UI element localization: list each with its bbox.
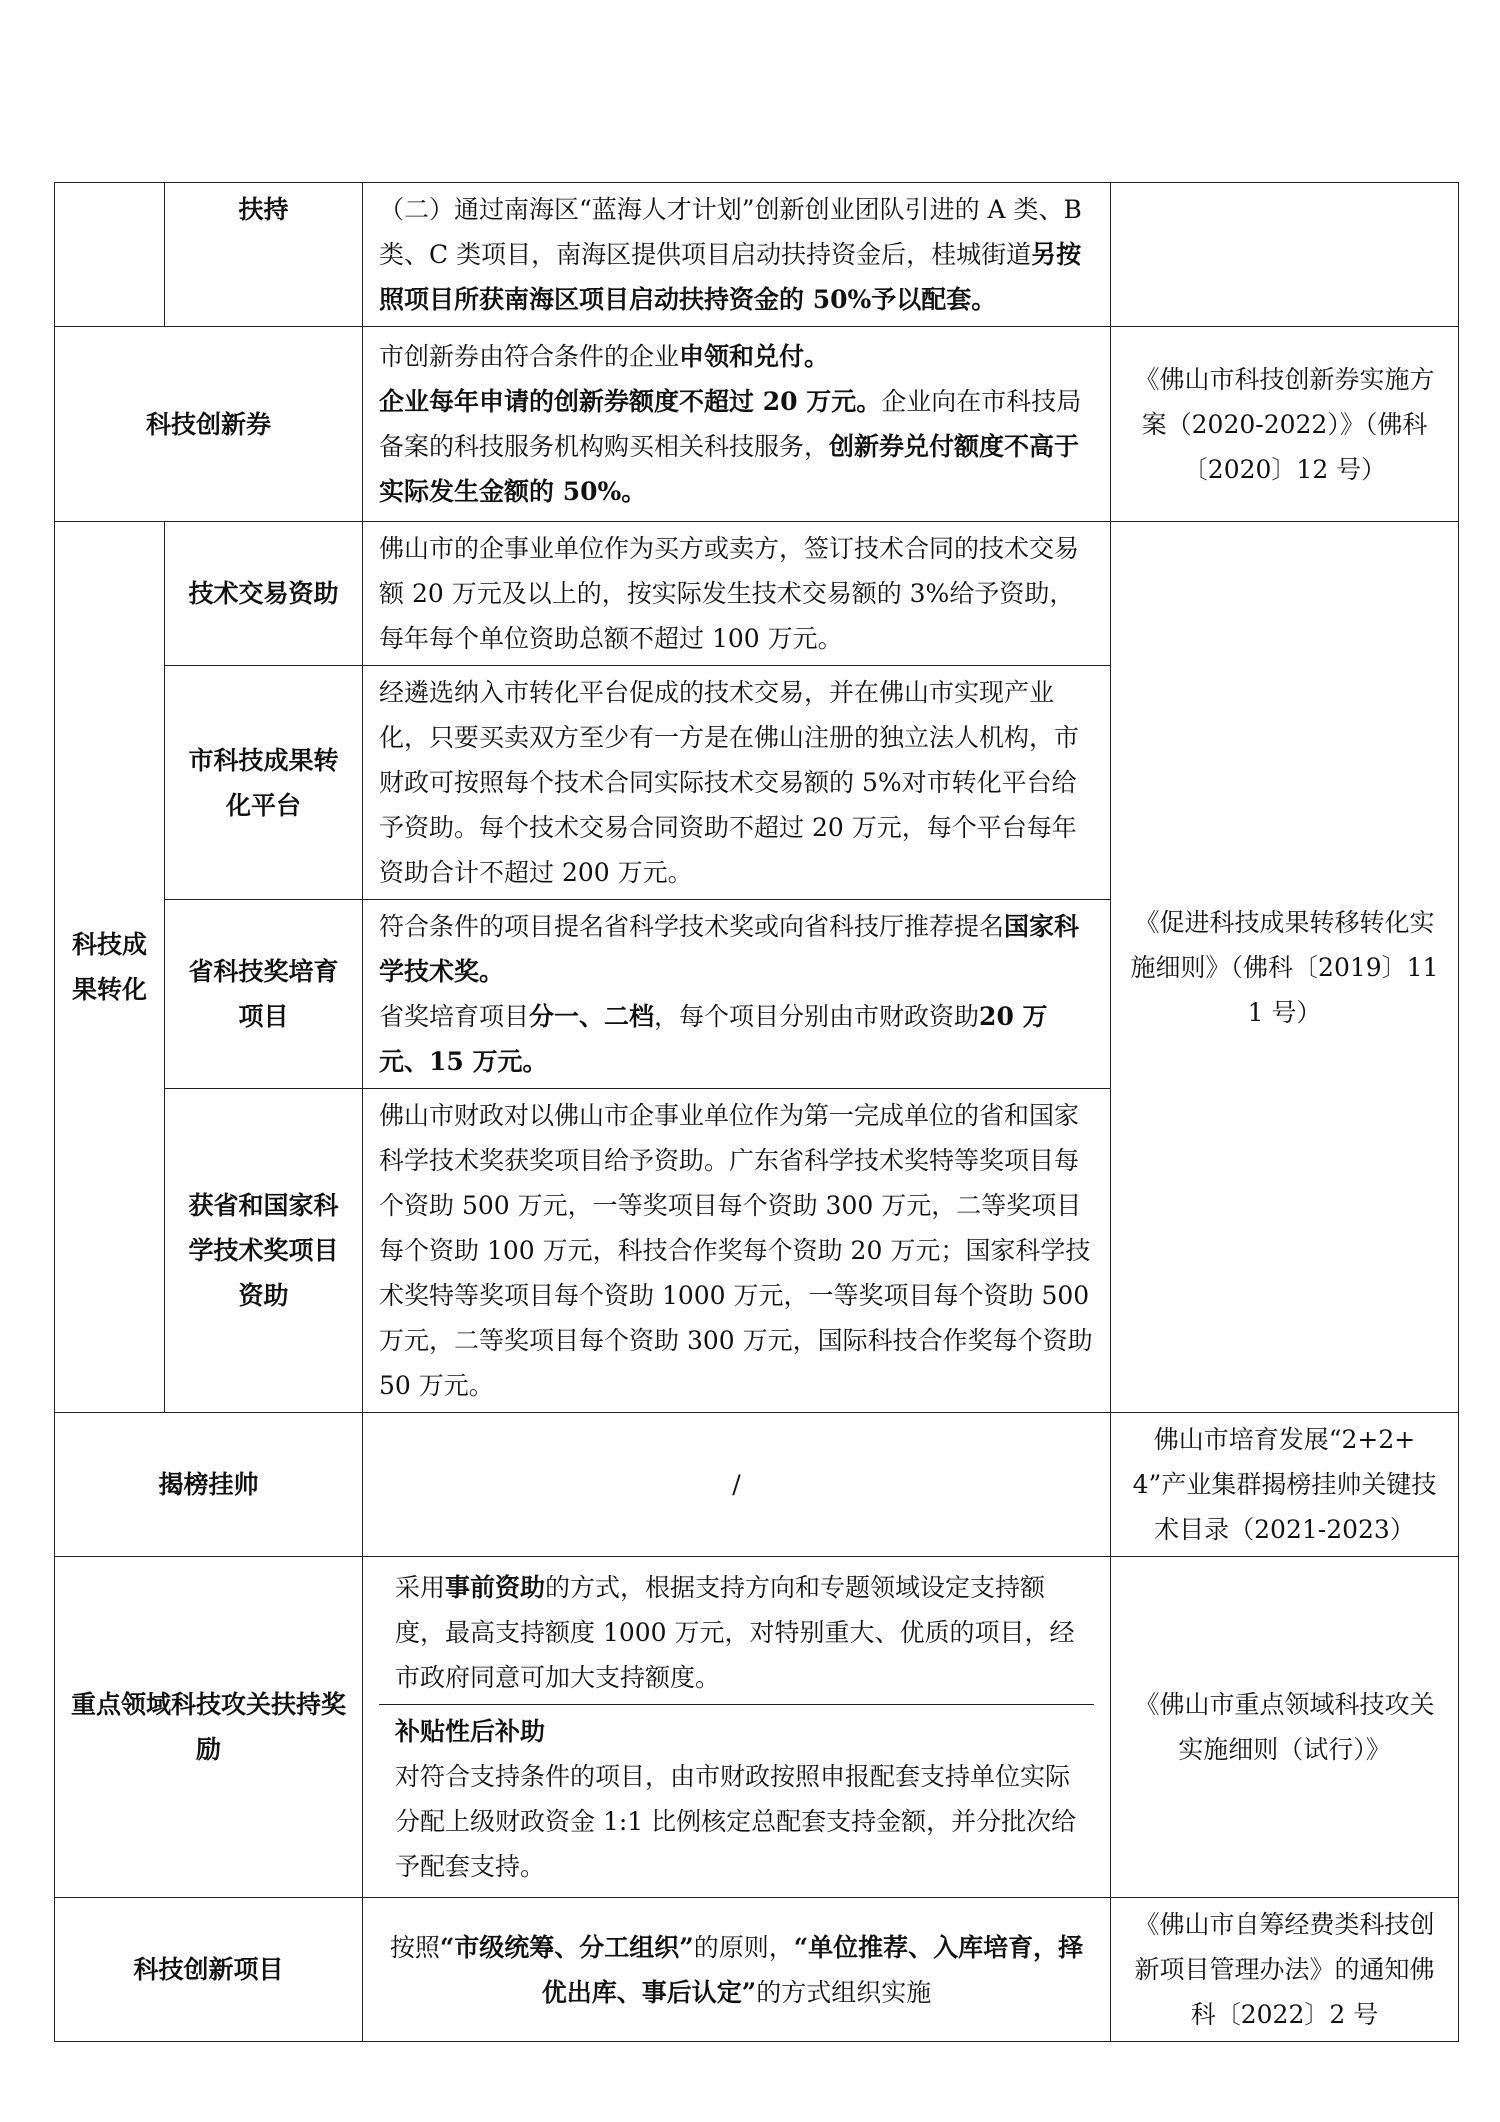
content-bold-text: 分一、二档 bbox=[529, 1002, 655, 1031]
category-cell bbox=[55, 183, 165, 327]
category-label: 科技创新券 bbox=[145, 409, 271, 439]
content-bold-text: 另按照项目所获南海区项目启动扶持资金的 50%予以配套。 bbox=[379, 240, 1082, 314]
subcategory-cell bbox=[165, 900, 363, 1089]
content-text: 佛山市的企事业单位作为买方或卖方，签订技术合同的技术交易额 20 万元及以上的，按实际发生技术交易额的 3%给予资助，每年每个单位资助总额不超过 100 万元。 bbox=[379, 534, 1080, 653]
content-text: 省奖培育项目 bbox=[379, 1002, 530, 1031]
content-text: 经遴选纳入市转化平台促成的技术交易，并在佛山市实现产业化，只要买卖双方至少有一方是在佛山注册的独立法人机构，市财政可按照每个技术合同实际技术交易额的 5%对市转化平台给予资助。每个技术交易合同资助不超过 20 万元，每个平台每年资助合计不超过 200 万元。 bbox=[379, 678, 1080, 887]
table-row bbox=[55, 522, 1459, 666]
category-cell bbox=[55, 1898, 363, 2042]
content-text: 采用 bbox=[395, 1573, 446, 1602]
basis-text: 《佛山市科技创新券实施方案（2020-2022）》（佛科〔2020〕12 号） bbox=[1134, 364, 1435, 484]
content-text: 的方式组织实施 bbox=[756, 1977, 932, 2007]
content-bold-text: 20 万元、15 万元。 bbox=[379, 1002, 1048, 1076]
category-label: 揭榜挂帅 bbox=[158, 1470, 259, 1499]
content-text: 符合条件的项目提名省科学技术奖或向省科技厅推荐提名 bbox=[379, 912, 1005, 941]
content-text: 的原则， bbox=[693, 1932, 794, 1962]
subcategory-label: 扶持 bbox=[238, 195, 289, 224]
table-row bbox=[55, 1557, 1459, 1898]
content-text: 佛山市财政对以佛山市企事业单位作为第一完成单位的省和国家科学技术奖获奖项目给予资助。广东省科学技术奖特等奖项目每个资助 500 万元，一等奖项目每个资助 300 万元，二等奖项目每个资助 100 万元，科技合作奖每个资助 20 万元；国家科学技术奖特等奖项目每个资助 1000 万元，一等奖项目每个资助 500 万元，二等奖项目每个资助 300 万元，国际科技合作奖每个资助 50 万元。 bbox=[379, 1101, 1093, 1400]
policy-table bbox=[54, 182, 1459, 2042]
category-cell bbox=[55, 522, 165, 1413]
basis-cell bbox=[1111, 327, 1459, 522]
subcategory-cell bbox=[165, 666, 363, 900]
subcategory-cell bbox=[165, 1089, 363, 1413]
table-row bbox=[55, 1413, 1459, 1557]
content-text: ，每个项目分别由市财政资助 bbox=[654, 1002, 980, 1031]
content-sub-block bbox=[379, 1704, 1094, 1893]
basis-text: 《佛山市自筹经费类科技创新项目管理办法》的通知佛科〔2022〕2 号 bbox=[1134, 1910, 1435, 2029]
content-cell bbox=[363, 183, 1111, 327]
content-bold-text: 创新券兑付额度不高于实际发生金额的 50%。 bbox=[379, 432, 1080, 506]
content-bold-text: 补贴性后补助 bbox=[395, 1717, 546, 1746]
content-text: （二）通过南海区“蓝海人才计划”创新创业团队引进的 A 类、B 类、C 类项目，南海区提供项目启动扶持资金后，桂城街道 bbox=[379, 195, 1082, 269]
category-label: 科技创新项目 bbox=[133, 1955, 284, 1984]
category-cell bbox=[55, 327, 363, 522]
basis-text: 《佛山市重点领域科技攻关实施细则（试行）》 bbox=[1134, 1690, 1435, 1764]
category-cell bbox=[55, 1557, 363, 1898]
subcategory-label: 省科技奖培育项目 bbox=[188, 957, 339, 1031]
content-sub-block bbox=[379, 1561, 1094, 1704]
content-cell bbox=[363, 1557, 1111, 1898]
basis-cell bbox=[1111, 183, 1459, 327]
subcategory-cell bbox=[165, 522, 363, 666]
category-cell bbox=[55, 1413, 363, 1557]
content-cell bbox=[363, 666, 1111, 900]
subcategory-cell bbox=[165, 183, 363, 327]
content-bold-text: 事前资助 bbox=[445, 1573, 546, 1602]
content-text: 按照 bbox=[389, 1932, 440, 1962]
category-label: 科技成果转化 bbox=[71, 930, 147, 1004]
content-cell bbox=[363, 1898, 1111, 2042]
basis-cell bbox=[1111, 1557, 1459, 1898]
basis-cell bbox=[1111, 1898, 1459, 2042]
content-bold-text: “单位推荐、入库培育，择优出库、事后认定” bbox=[541, 1932, 1084, 2007]
content-cell bbox=[363, 1089, 1111, 1413]
content-bold-text: 申领和兑付。 bbox=[679, 342, 830, 371]
content-text: / bbox=[732, 1470, 741, 1499]
basis-cell bbox=[1111, 522, 1459, 1413]
content-cell bbox=[363, 1413, 1111, 1557]
content-text: 企业向在市科技局备案的科技服务机构购买相关科技服务， bbox=[379, 387, 1082, 461]
basis-cell bbox=[1111, 1413, 1459, 1557]
basis-text: 《促进科技成果转移转化实施细则》（佛科〔2019〕111 号） bbox=[1130, 907, 1439, 1027]
content-bold-text: 国家科学技术奖。 bbox=[379, 912, 1080, 986]
content-text: 市创新券由符合条件的企业 bbox=[379, 342, 680, 371]
content-cell bbox=[363, 522, 1111, 666]
category-label: 重点领域科技攻关扶持奖励 bbox=[71, 1690, 347, 1764]
content-bold-text: 企业每年申请的创新券额度不超过 20 万元。 bbox=[379, 387, 882, 416]
content-bold-text: “市级统筹、分工组织” bbox=[439, 1932, 694, 1962]
content-cell bbox=[363, 327, 1111, 522]
subcategory-label: 获省和国家科学技术奖项目资助 bbox=[188, 1191, 339, 1310]
table-row bbox=[55, 183, 1459, 327]
content-text: 对符合支持条件的项目，由市财政按照申报配套支持单位实际分配上级财政资金 1:1 比例核定总配套支持金额，并分批次给予配套支持。 bbox=[395, 1762, 1077, 1881]
table-row bbox=[55, 327, 1459, 522]
content-cell bbox=[363, 900, 1111, 1089]
basis-text: 佛山市培育发展“2+2+4”产业集群揭榜挂帅关键技术目录（2021-2023） bbox=[1132, 1425, 1437, 1544]
content-text: 的方式，根据支持方向和专题领域设定支持额度，最高支持额度 1000 万元，对特别重大、优质的项目，经市政府同意可加大支持额度。 bbox=[395, 1573, 1075, 1692]
subcategory-label: 市科技成果转化平台 bbox=[188, 745, 339, 820]
table-row bbox=[55, 1898, 1459, 2042]
subcategory-label: 技术交易资助 bbox=[188, 579, 339, 608]
